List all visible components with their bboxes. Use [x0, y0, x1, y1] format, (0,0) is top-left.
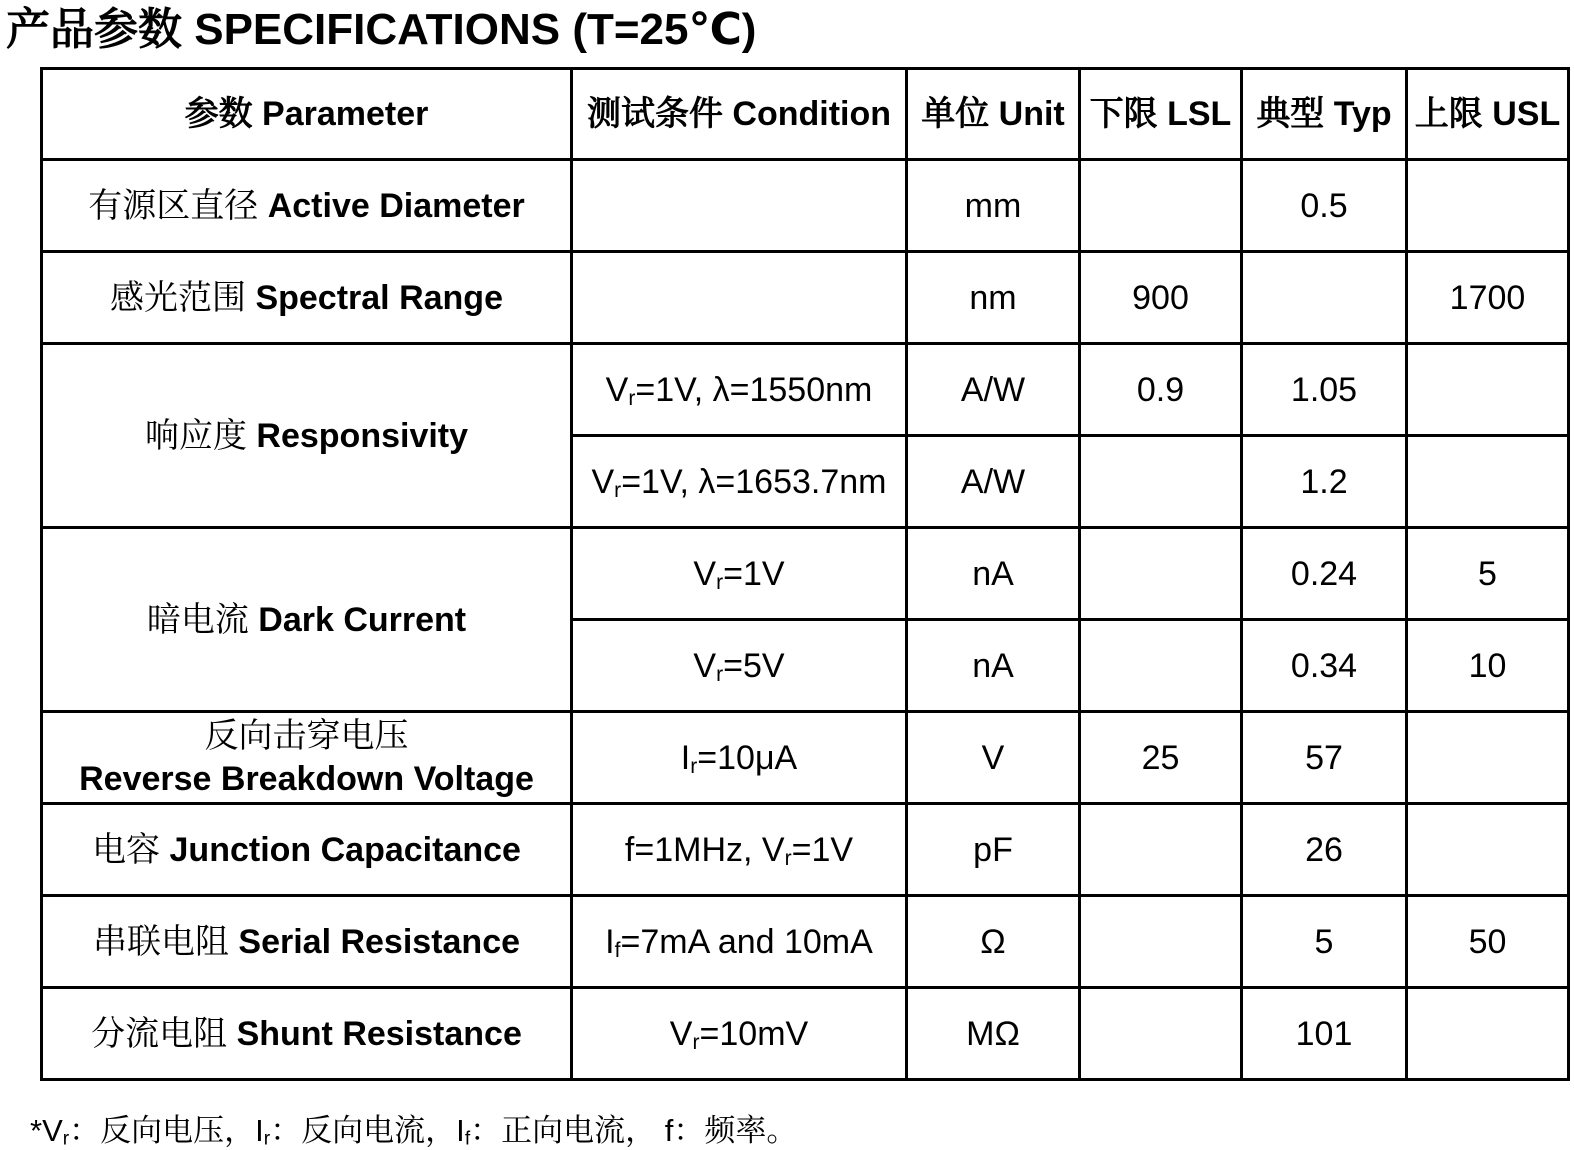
param-name-zh: 串联电阻 — [92, 922, 229, 961]
typ-cell: 1.2 — [1242, 436, 1407, 528]
column-header-typ: 典型 Typ — [1242, 69, 1407, 160]
plain-text: =1V, λ=1550nm — [635, 370, 873, 409]
unit-cell: nA — [907, 620, 1080, 712]
subscript-text: r — [62, 1128, 70, 1150]
table-row — [42, 896, 1569, 988]
plain-text: =1V — [723, 554, 785, 593]
condition-cell — [572, 712, 907, 804]
column-header-unit: 单位 Unit — [907, 69, 1080, 160]
subscript-text: r — [263, 1128, 271, 1150]
plain-text: V — [669, 1014, 693, 1053]
typ-cell: 0.5 — [1242, 160, 1407, 252]
unit-cell: Ω — [907, 896, 1080, 988]
subscript-text: r — [692, 1030, 700, 1054]
usl-cell — [1407, 436, 1569, 528]
usl-cell — [1407, 160, 1569, 252]
plain-text: f=1MHz, V — [624, 830, 785, 869]
unit-cell: MΩ — [907, 988, 1080, 1080]
condition-cell — [572, 160, 907, 252]
param-cell — [42, 712, 572, 804]
lsl-cell — [1080, 528, 1242, 620]
plain-text: =10mV — [699, 1014, 809, 1053]
table-row — [42, 988, 1569, 1080]
plain-text: V — [591, 462, 615, 501]
specs-table — [40, 67, 1570, 1081]
plain-text: I — [605, 922, 615, 961]
header-row — [42, 69, 1569, 160]
plain-text: =5V — [723, 646, 785, 685]
table-row — [42, 712, 1569, 804]
param-name-en: Serial Resistance — [238, 922, 521, 961]
param-name-zh: 暗电流 — [146, 600, 249, 639]
param-name-zh: 感光范围 — [110, 278, 246, 317]
plain-text: ：反向电压，I — [69, 1113, 264, 1149]
subscript-text: r — [716, 570, 724, 594]
param-cell — [42, 528, 572, 712]
plain-text: =10μA — [697, 738, 798, 777]
unit-cell: nA — [907, 528, 1080, 620]
usl-cell: 5 — [1407, 528, 1569, 620]
param-name-en: Junction Capacitance — [169, 830, 521, 869]
condition-cell — [572, 804, 907, 896]
param-name-en: Active Diameter — [267, 186, 525, 225]
param-name-en: Spectral Range — [255, 278, 503, 317]
condition-cell — [572, 252, 907, 344]
unit-cell: A/W — [907, 344, 1080, 436]
lsl-cell — [1080, 160, 1242, 252]
param-name-zh: 有源区直径 — [88, 186, 259, 225]
subscript-text: r — [614, 478, 622, 502]
typ-cell: 26 — [1242, 804, 1407, 896]
plain-text: V — [605, 370, 629, 409]
plain-text: *V — [30, 1113, 63, 1149]
lsl-cell: 25 — [1080, 712, 1242, 804]
column-header-lsl: 下限 LSL — [1080, 69, 1242, 160]
plain-text: I — [680, 738, 691, 777]
param-cell — [42, 344, 572, 528]
plain-text: V — [693, 554, 717, 593]
plain-text: V — [693, 646, 717, 685]
plain-text: =1V — [791, 830, 854, 869]
lsl-cell — [1080, 896, 1242, 988]
param-name-zh: 反向击穿电压 — [204, 717, 409, 756]
unit-cell: pF — [907, 804, 1080, 896]
specs-table-body — [42, 160, 1569, 1080]
typ-cell: 101 — [1242, 988, 1407, 1080]
specs-table-head — [42, 69, 1569, 160]
param-cell — [42, 896, 572, 988]
subscript-text: r — [784, 846, 792, 870]
plain-text: ：反向电流，I — [270, 1113, 465, 1149]
table-row — [42, 160, 1569, 252]
usl-cell: 1700 — [1407, 252, 1569, 344]
subscript-text: f — [614, 938, 621, 962]
condition-cell — [572, 436, 907, 528]
plain-text: =1V, λ=1653.7nm — [621, 462, 887, 501]
typ-cell: 0.34 — [1242, 620, 1407, 712]
param-cell — [42, 160, 572, 252]
param-name-en: Shunt Resistance — [236, 1014, 522, 1053]
usl-cell: 10 — [1407, 620, 1569, 712]
lsl-cell: 0.9 — [1080, 344, 1242, 436]
column-header-usl: 上限 USL — [1407, 69, 1569, 160]
param-name-en: Reverse Breakdown Voltage — [79, 759, 534, 798]
typ-cell: 1.05 — [1242, 344, 1407, 436]
typ-cell: 5 — [1242, 896, 1407, 988]
usl-cell — [1407, 988, 1569, 1080]
usl-cell: 50 — [1407, 896, 1569, 988]
usl-cell — [1407, 712, 1569, 804]
param-name-zh: 响应度 — [144, 416, 247, 455]
lsl-cell: 900 — [1080, 252, 1242, 344]
unit-cell: A/W — [907, 436, 1080, 528]
footnote — [0, 1081, 1574, 1150]
param-name-zh: 分流电阻 — [91, 1014, 228, 1053]
plain-text: =7mA and 10mA — [620, 922, 873, 961]
usl-cell — [1407, 344, 1569, 436]
plain-text: ：正向电流， f：频率。 — [470, 1113, 798, 1149]
condition-cell — [572, 896, 907, 988]
table-row — [42, 528, 1569, 620]
param-cell — [42, 252, 572, 344]
lsl-cell — [1080, 804, 1242, 896]
subscript-text: f — [464, 1128, 471, 1150]
table-row — [42, 344, 1569, 436]
lsl-cell — [1080, 436, 1242, 528]
param-name-en: Dark Current — [258, 600, 467, 639]
unit-cell: V — [907, 712, 1080, 804]
subscript-text: r — [716, 662, 724, 686]
condition-cell — [572, 988, 907, 1080]
column-header-condition: 测试条件 Condition — [572, 69, 907, 160]
usl-cell — [1407, 804, 1569, 896]
typ-cell: 0.24 — [1242, 528, 1407, 620]
typ-cell — [1242, 252, 1407, 344]
condition-cell — [572, 528, 907, 620]
subscript-text: r — [628, 386, 636, 410]
column-header-parameter: 参数 Parameter — [42, 69, 572, 160]
param-cell — [42, 804, 572, 896]
param-cell — [42, 988, 572, 1080]
page-title: 产品参数 SPECIFICATIONS (T=25℃) — [6, 5, 757, 54]
table-row — [42, 252, 1569, 344]
unit-cell: mm — [907, 160, 1080, 252]
condition-cell — [572, 344, 907, 436]
param-name-en: Responsivity — [256, 416, 469, 455]
table-row — [42, 804, 1569, 896]
unit-cell: nm — [907, 252, 1080, 344]
condition-cell — [572, 620, 907, 712]
subscript-text: r — [690, 754, 698, 778]
lsl-cell — [1080, 620, 1242, 712]
typ-cell: 57 — [1242, 712, 1407, 804]
lsl-cell — [1080, 988, 1242, 1080]
param-name-zh: 电容 — [92, 830, 161, 869]
